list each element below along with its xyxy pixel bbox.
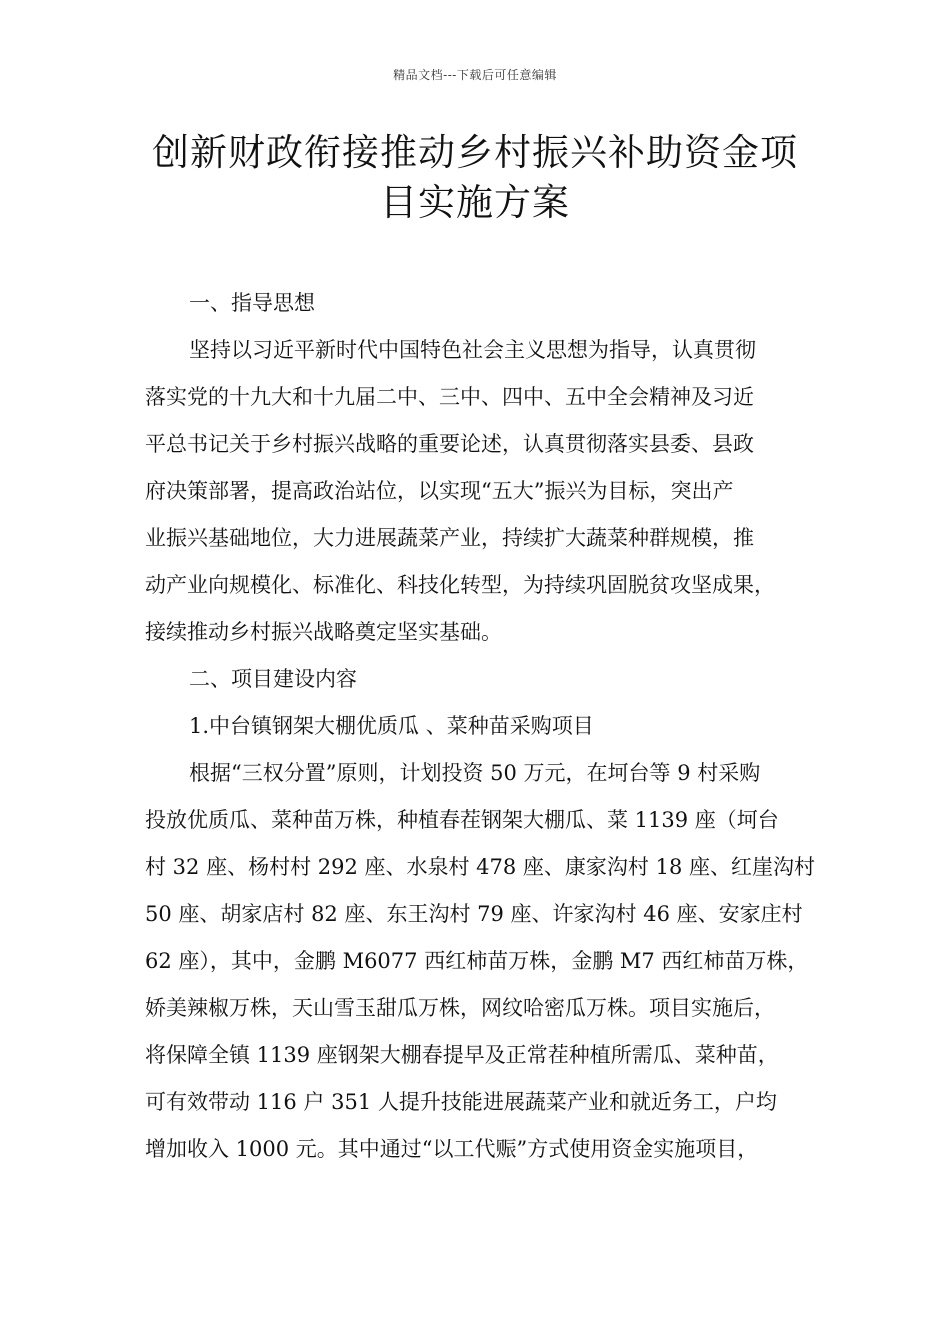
header-note: 精品文档---下载后可任意编辑 xyxy=(393,68,557,82)
title-line-1: 创新财政衔接推动乡村振兴补助资金项 xyxy=(152,131,798,174)
paragraph-line: 62 座），其中，金鹏 M6077 西红柿苗万株，金鹏 M7 西红柿苗万株， xyxy=(145,949,809,973)
paragraph-line: 接续推动乡村振兴战略奠定坚实基础。 xyxy=(145,620,502,644)
paragraph-line: 娇美辣椒万株，天山雪玉甜瓜万株，网纹哈密瓜万株。项目实施后， xyxy=(145,996,775,1020)
paragraph-line: 村 32 座、杨村村 292 座、水泉村 478 座、康家沟村 18 座、红崖沟村 xyxy=(145,855,816,879)
paragraph-line: 根据“三权分置”原则，计划投资 50 万元，在坷台等 9 村采购 xyxy=(189,761,761,785)
paragraph-line: 落实党的十九大和十九届二中、三中、四中、五中全会精神及习近 xyxy=(145,385,754,409)
paragraph-line: 增加收入 1000 元。其中通过“以工代赈”方式使用资金实施项目， xyxy=(145,1137,759,1161)
paragraph-line: 投放优质瓜、菜种苗万株，种植春茬钢架大棚瓜、菜 1139 座（坷台 xyxy=(145,808,779,832)
paragraph-line: 动产业向规模化、标准化、科技化转型，为持续巩固脱贫攻坚成果， xyxy=(145,573,775,597)
paragraph-line: 坚持以习近平新时代中国特色社会主义思想为指导，认真贯彻 xyxy=(189,338,756,362)
paragraph-line: 府决策部署，提高政治站位，以实现“五大”振兴为目标，突出产 xyxy=(145,479,734,503)
section-heading-guiding-ideology: 一、指导思想 xyxy=(189,291,315,315)
paragraph-line: 平总书记关于乡村振兴战略的重要论述，认真贯彻落实县委、县政 xyxy=(145,432,754,456)
section-heading-project-content: 二、项目建设内容 xyxy=(189,667,357,691)
document-title xyxy=(100,128,850,228)
subsection-heading: 1.中台镇钢架大棚优质瓜 、菜种苗采购项目 xyxy=(189,714,594,738)
paragraph-line: 可有效带动 116 户 351 人提升技能进展蔬菜产业和就近务工，户均 xyxy=(145,1090,777,1114)
title-line-2: 目实施方案 xyxy=(380,181,570,224)
paragraph-line: 业振兴基础地位，大力进展蔬菜产业，持续扩大蔬菜种群规模，推 xyxy=(145,526,754,550)
paragraph-line: 50 座、胡家店村 82 座、东王沟村 79 座、许家沟村 46 座、安家庄村 xyxy=(145,902,803,926)
document-body xyxy=(145,280,825,1173)
paragraph-line: 将保障全镇 1139 座钢架大棚春提早及正常茬种植所需瓜、菜种苗， xyxy=(145,1043,779,1067)
